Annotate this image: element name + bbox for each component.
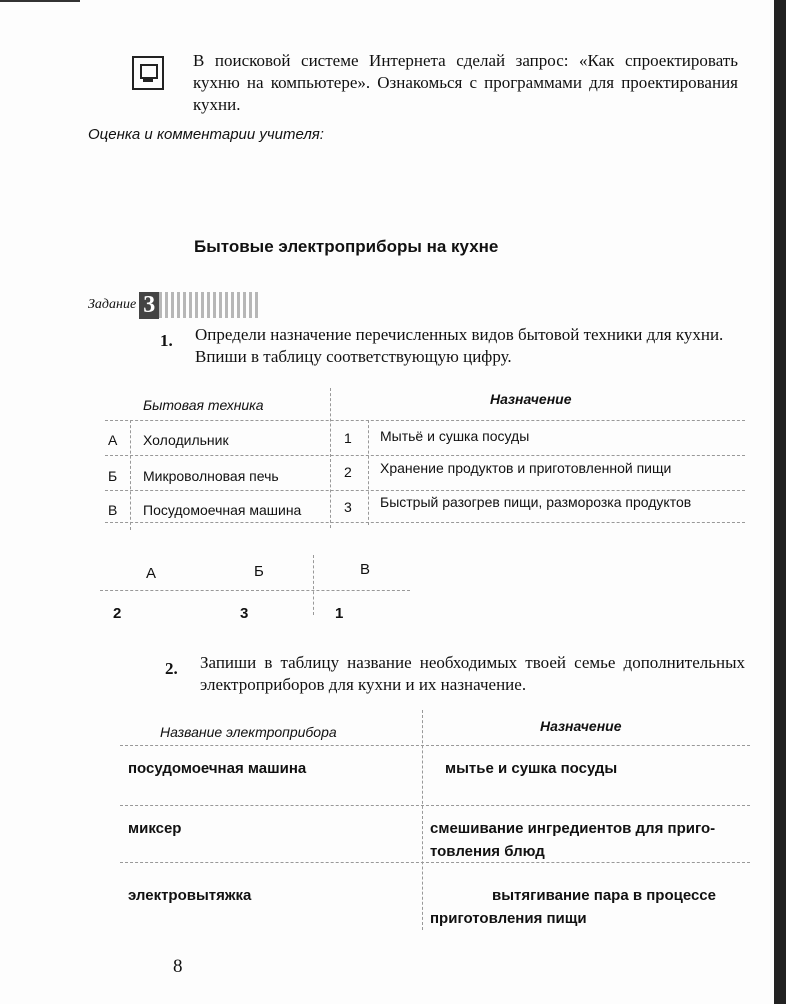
task-word: Задание <box>88 297 137 312</box>
appliance-name-answer[interactable]: электровытяжка <box>128 887 252 904</box>
purpose-answer[interactable]: приготовления пищи <box>430 910 587 927</box>
t2-header-purpose: Назначение <box>540 718 622 734</box>
purpose-answer[interactable]: вытягивание пара в процессе <box>492 887 716 904</box>
appliance-name: Холодильник <box>143 432 229 448</box>
answer-value[interactable]: 3 <box>240 605 249 622</box>
appliance-letter: А <box>108 432 118 448</box>
appliance-letter: В <box>108 502 118 518</box>
section-title: Бытовые электроприборы на кухне <box>194 237 499 256</box>
answer-letter: А <box>146 565 157 582</box>
purpose-answer[interactable]: товления блюд <box>430 843 545 860</box>
q2-number: 2. <box>165 659 178 678</box>
purpose-text: Хранение продуктов и приготовленной пищи <box>380 460 672 476</box>
computer-icon <box>132 56 164 90</box>
purpose-number: 1 <box>344 430 352 446</box>
purpose-text: Быстрый разогрев пищи, разморозка продуктов <box>380 494 692 510</box>
answer-letter: Б <box>254 563 264 580</box>
task-label <box>88 290 259 320</box>
appliance-name-answer[interactable]: миксер <box>128 820 182 837</box>
intro-text: В поисковой системе Интернета сделай запрос: «Как спроектировать кухню на компьютере». Ознакомься с программами для проектирования кухни. <box>193 51 738 114</box>
appliance-name-answer[interactable]: посудомоечная машина <box>128 760 307 777</box>
task-pattern <box>159 292 259 318</box>
scan-edge <box>0 0 80 2</box>
q1-text: Определи назначение перечисленных видов бытовой техники для кухни. Впиши в таблицу соответствующую цифру. <box>195 325 724 366</box>
purpose-answer[interactable]: смешивание ингредиентов для приго- <box>430 820 716 837</box>
t1-header-appliance: Бытовая техника <box>143 397 264 413</box>
appliance-letter: Б <box>108 468 118 484</box>
appliance-name: Посудомоечная машина <box>143 502 302 518</box>
page-number: 8 <box>173 956 183 977</box>
q1-number: 1. <box>160 331 173 350</box>
answer-value[interactable]: 2 <box>113 605 122 622</box>
q2-text: Запиши в таблицу название необходимых твоей семье дополнительных электроприборов для кухни и их назначение. <box>200 653 745 694</box>
purpose-text: Мытьё и сушка посуды <box>380 428 530 444</box>
t1-header-purpose: Назначение <box>490 391 572 407</box>
appliance-name: Микроволновая печь <box>143 468 279 484</box>
purpose-number: 3 <box>344 499 352 515</box>
teacher-comment-label: Оценка и комментарии учителя: <box>88 126 324 143</box>
purpose-number: 2 <box>344 464 352 480</box>
t2-header-name: Название электроприбора <box>160 724 337 740</box>
answer-letter: В <box>360 561 371 578</box>
scan-edge-right <box>774 0 786 1004</box>
purpose-answer[interactable]: мытье и сушка посуды <box>445 760 618 777</box>
answer-value[interactable]: 1 <box>335 605 344 622</box>
task-number: 3 <box>139 292 159 319</box>
